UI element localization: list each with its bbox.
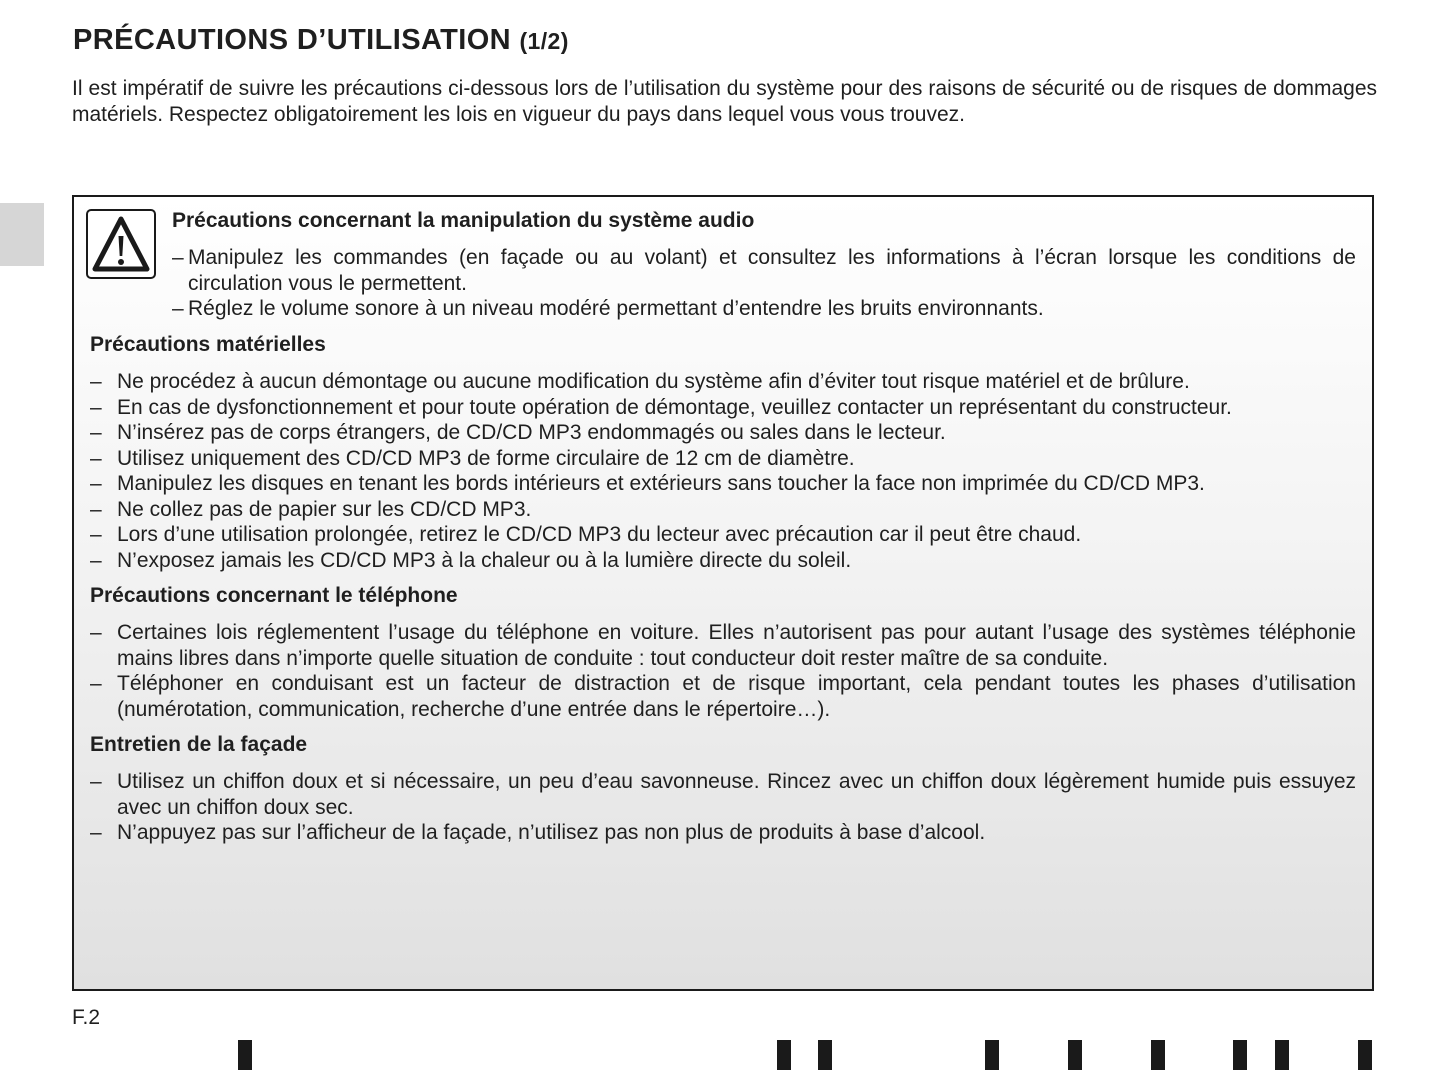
list-item: – Manipulez les disques en tenant les bords intérieurs et extérieurs sans toucher la face non imprimée du CD/CD MP3. xyxy=(90,472,1205,495)
print-registration-mark xyxy=(1358,1040,1372,1070)
materielles-heading: Précautions matérielles xyxy=(90,333,326,356)
telephone-list xyxy=(90,620,1356,722)
list-item: – Réglez le volume sonore à un niveau modéré permettant d’entendre les bruits environnants. xyxy=(172,297,1044,320)
list-item: – Manipulez les commandes (en façade ou au volant) et consultez les informations à l’écran lorsque les conditions de circulation vous le permettent. xyxy=(172,246,1356,295)
print-registration-mark xyxy=(985,1040,999,1070)
telephone-heading: Précautions concernant le téléphone xyxy=(90,584,458,607)
print-registration-mark xyxy=(1151,1040,1165,1070)
print-registration-mark xyxy=(1068,1040,1082,1070)
list-item: – Utilisez un chiffon doux et si nécessaire, un peu d’eau savonneuse. Rincez avec un chiffon doux légèrement humide puis essuyez avec un chiffon doux sec. xyxy=(90,770,1356,819)
section-tab xyxy=(0,203,44,266)
list-item: – Utilisez uniquement des CD/CD MP3 de forme circulaire de 12 cm de diamètre. xyxy=(90,446,855,470)
list-item: – En cas de dysfonctionnement et pour toute opération de démontage, veuillez contacter un représentant du constructeur. xyxy=(90,395,1232,419)
list-item: – N’insérez pas de corps étrangers, de CD/CD MP3 endommagés ou sales dans le lecteur. xyxy=(90,421,946,444)
page-part: (1/2) xyxy=(519,28,569,54)
print-registration-mark xyxy=(1233,1040,1247,1070)
list-item: – Ne collez pas de papier sur les CD/CD MP3. xyxy=(90,497,532,521)
audio-heading: Précautions concernant la manipulation du système audio xyxy=(172,209,755,232)
facade-list xyxy=(90,769,1356,846)
list-item: – Lors d’une utilisation prolongée, retirez le CD/CD MP3 du lecteur avec précaution car il peut être chaud. xyxy=(90,523,1082,546)
precautions-box xyxy=(72,195,1374,991)
page-number: F.2 xyxy=(72,1006,101,1029)
print-registration-mark xyxy=(1275,1040,1289,1070)
page-title-text: PRÉCAUTIONS D’UTILISATION xyxy=(73,24,512,56)
warning-triangle-icon xyxy=(86,209,156,279)
list-item: – Téléphoner en conduisant est un facteur de distraction et de risque important, cela pendant toutes les phases d’utilisation (numérotation, communication, recherche d’une entrée dans le répertoire…). xyxy=(90,672,1356,721)
facade-heading: Entretien de la façade xyxy=(90,733,308,756)
print-registration-mark xyxy=(818,1040,832,1070)
list-item: – N’appuyez pas sur l’afficheur de la façade, n’utilisez pas non plus de produits à base d’alcool. xyxy=(90,821,986,844)
list-item: – N’exposez jamais les CD/CD MP3 à la chaleur ou à la lumière directe du soleil. xyxy=(90,548,852,572)
page-title xyxy=(73,24,569,57)
intro-paragraph: Il est impératif de suivre les précautions ci-dessous lors de l’utilisation du système pour des raisons de sécurité ou de risques de dommages matériels. Respectez obligatoirement les lois en vigueur du pays dans lequel vous vous trouvez. xyxy=(72,77,1377,126)
list-item: – Ne procédez à aucun démontage ou aucune modification du système afin d’éviter tout risque matériel et de brûlure. xyxy=(90,370,1190,393)
list-item: – Certaines lois réglementent l’usage du téléphone en voiture. Elles n’autorisent pas pour autant l’usage des systèmes téléphonie mains libres dans n’importe quelle situation de conduite : tout conducteur doit rester maître de sa conduite. xyxy=(90,621,1356,670)
print-registration-mark xyxy=(238,1040,252,1070)
materielles-list xyxy=(90,369,1356,573)
audio-list xyxy=(172,245,1356,322)
print-registration-mark xyxy=(777,1040,791,1070)
